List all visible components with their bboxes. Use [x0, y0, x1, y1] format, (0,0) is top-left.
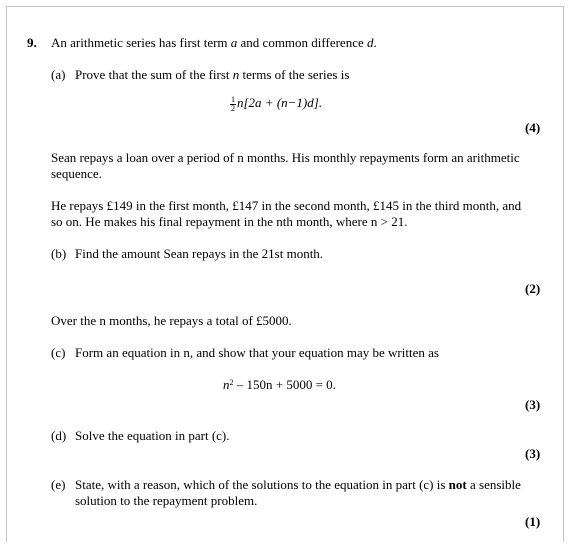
part-d-text: Solve the equation in part (c).	[75, 428, 230, 443]
part-e-text-line-2: solution to the repayment problem.	[75, 493, 258, 508]
part-d-label: (d)	[51, 428, 67, 443]
part-a-text: Prove that the sum of the first n terms of the series is	[75, 67, 350, 82]
question-frame	[6, 6, 564, 542]
half-fraction: $\frac{1}{2}$	[231, 94, 235, 113]
part-a-formula: $\frac{1}{2}$ n[2a + (n−1)d].	[231, 94, 323, 113]
part-e-marks: (1)	[525, 514, 541, 529]
part-c-marks: (3)	[525, 397, 541, 412]
part-a-marks: (4)	[525, 120, 541, 135]
part-b-label: (b)	[51, 246, 67, 261]
context-1-line-2: sequence.	[51, 166, 102, 181]
question-intro: An arithmetic series has first term a and common difference d.	[51, 35, 377, 50]
part-b-text: Find the amount Sean repays in the 21st month.	[75, 246, 324, 261]
context-3: Over the n months, he repays a total of £5000.	[51, 313, 292, 328]
part-c-label: (c)	[51, 345, 66, 360]
context-2-line-2: so on. He makes his final repayment in the nth month, where n > 21.	[51, 214, 408, 229]
part-a-label: (a)	[51, 67, 66, 82]
part-e-text: State, with a reason, which of the solutions to the equation in part (c) is not a sensible	[75, 477, 521, 492]
part-d-marks: (3)	[525, 446, 541, 461]
context-2-line-1: He repays £149 in the first month, £147 in the second month, £145 in the third month, and	[51, 198, 522, 213]
part-b-marks: (2)	[525, 281, 541, 296]
part-e-label: (e)	[51, 477, 66, 492]
context-1-line-1: Sean repays a loan over a period of n months. His monthly repayments form an arithmetic	[51, 150, 520, 165]
part-c-equation: $n^2 - 150n + 5000 = 0$.	[223, 377, 336, 392]
part-c-text: Form an equation in n, and show that your equation may be written as	[75, 345, 439, 360]
question-number: 9.	[27, 35, 37, 50]
